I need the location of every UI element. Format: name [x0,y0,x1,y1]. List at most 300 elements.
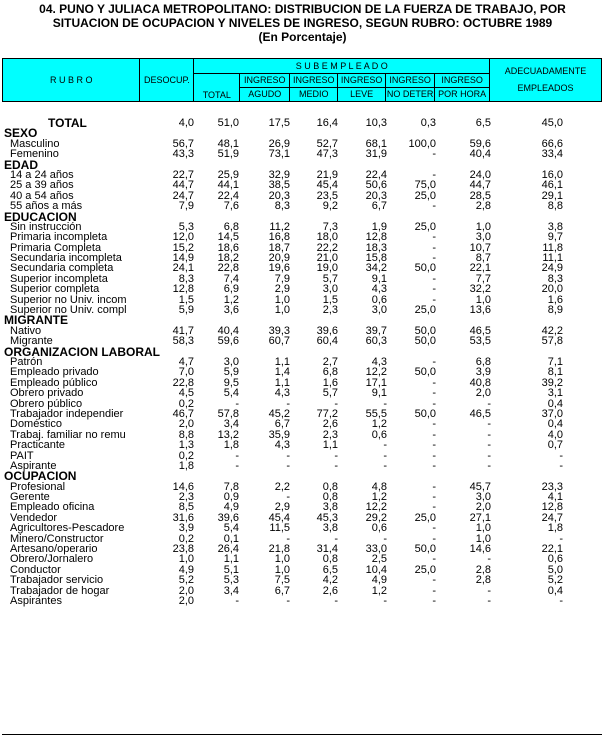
cell-value: - [487,428,491,441]
cell-value: - [235,397,239,410]
row-label: Conductor [10,563,61,576]
cell-value: 100,0 [408,137,436,150]
cell-value: 46,5 [469,407,491,420]
cell-value: 18,2 [217,252,239,265]
cell-value: 1,2 [371,491,387,504]
cell-value: 59,6 [469,137,491,150]
cell-value: - [334,594,338,607]
cell-value: 14,9 [172,252,194,265]
cell-value: 45,4 [316,179,338,192]
cell-value: 2,0 [475,501,491,514]
title-line-2: SITUACION DE OCUPACION Y NIVELES DE INGRESO, SEGUN RUBRO: OCTUBRE 1989 [52,16,553,30]
cell-value: 0,6 [371,293,387,306]
cell-value: 11,1 [542,252,563,265]
bottom-rule [2,734,602,735]
cell-value: 7,8 [223,480,239,493]
cell-value: 4,0 [178,117,194,129]
cell-value: 1,6 [547,293,563,306]
row-label: Secundaria completa [10,262,114,275]
cell-value: - [286,491,290,504]
header-adecuadamente-line2: EMPLEADOS [517,83,574,93]
cell-value: 31,9 [365,148,387,161]
cell-value: 4,3 [274,439,290,452]
cell-value: - [432,200,436,213]
cell-value: 13,2 [217,428,239,441]
cell-value: 6,9 [223,283,239,296]
cell-value: 4,0 [547,428,563,441]
cell-value: 3,0 [475,491,491,504]
table-row [2,596,602,606]
cell-value: 22,2 [316,241,338,254]
cell-value: 3,0 [475,231,491,244]
cell-value: 24,0 [469,168,491,181]
cell-value: 1,0 [274,553,290,566]
row-label: Agricultores-Pescadore [10,522,125,535]
cell-value: 5,3 [178,220,194,233]
cell-value: 0,8 [322,553,338,566]
title-line-3: (En Porcentaje) [258,30,347,44]
row-label: Superior no Univ. compl [10,304,127,317]
cell-value: 24,7 [541,511,563,524]
cell-value: 3,0 [223,355,239,368]
header-ingreso-agudo-top: INGRESO [240,74,290,88]
cell-value: 1,8 [178,459,194,472]
cell-value: - [432,376,436,389]
row-label: Nativo [10,324,42,337]
cell-value: - [432,594,436,607]
cell-value: 8,1 [547,366,563,379]
cell-value: 18,0 [316,231,338,244]
cell-value: 28,5 [469,189,491,202]
cell-value: 25,0 [414,189,436,202]
cell-value: 42,2 [541,324,563,337]
cell-value: 1,0 [274,563,290,576]
table-row [2,502,602,512]
cell-value: 2,8 [475,200,491,213]
cell-value: - [432,480,436,493]
cell-value: 46,7 [172,407,194,420]
cell-value: 1,1 [274,355,290,368]
cell-value: 32,9 [268,168,290,181]
cell-value: 6,7 [274,418,290,431]
cell-value: 2,3 [178,491,194,504]
cell-value: - [432,501,436,514]
cell-value: 8,8 [178,428,194,441]
header-ingreso-medio-top: INGRESO [290,74,338,88]
cell-value: 8,8 [547,200,563,213]
row-label: Profesional [10,480,66,493]
cell-value: 1,2 [371,418,387,431]
cell-value: 1,0 [475,522,491,535]
cell-value: 0,9 [223,491,239,504]
cell-value: 7,9 [178,200,194,213]
cell-value: 22,1 [541,543,563,556]
cell-value: 0,3 [420,117,436,129]
cell-value: 37,0 [541,407,563,420]
cell-value: 5,4 [223,387,239,400]
row-label: PAIT [10,449,34,462]
header-total: TOTAL [194,74,240,102]
cell-value: - [383,532,387,545]
cell-value: 0,2 [178,449,194,462]
cell-value: 26,4 [217,543,239,556]
table-row [2,461,602,471]
cell-value: 7,3 [322,220,338,233]
cell-value: 26,9 [268,137,290,150]
cell-value: 9,2 [322,200,338,213]
cell-value: 9,1 [371,272,387,285]
row-label: EDAD [4,157,39,172]
cell-value: 5,1 [223,563,239,576]
cell-value: 1,0 [475,532,491,545]
cell-value: - [432,293,436,306]
cell-value: - [432,522,436,535]
cell-value: 9,5 [223,376,239,389]
cell-value: - [334,397,338,410]
cell-value: 40,4 [469,148,491,161]
cell-value: 5,9 [178,304,194,317]
cell-value: 39,2 [541,376,563,389]
cell-value: 50,0 [414,335,436,348]
cell-value: 25,0 [414,511,436,524]
cell-value: 3,8 [322,522,338,535]
row-label: Doméstico [10,418,62,431]
table-row [2,170,602,180]
section-header [2,209,602,224]
cell-value: 50,0 [414,407,436,420]
cell-value: 2,2 [274,480,290,493]
header-por-hora: POR HORA [435,88,490,102]
row-label: Vendedor [10,511,58,524]
cell-value: - [432,252,436,265]
cell-value: 1,8 [223,439,239,452]
cell-value: 4,9 [178,563,194,576]
cell-value: - [286,449,290,462]
cell-value: 20,0 [541,283,563,296]
cell-value: - [334,459,338,472]
cell-value: - [559,449,563,462]
table-row [2,191,602,201]
cell-value: 22,1 [469,262,491,275]
cell-value: 39,6 [217,511,239,524]
row-label: Empleado oficina [10,501,95,514]
cell-value: - [487,459,491,472]
cell-value: 2,0 [178,594,194,607]
cell-value: 0,6 [371,522,387,535]
cell-value: 0,2 [178,532,194,545]
table-row [2,409,602,419]
cell-value: 22,7 [172,168,194,181]
cell-value: 7,4 [223,272,239,285]
cell-value: 51,0 [217,117,239,129]
row-label: Trabaj. familiar no remu [10,428,126,441]
row-label: Secundaria incompleta [10,252,122,265]
cell-value: 31,6 [172,511,194,524]
cell-value: 77,2 [316,407,338,420]
cell-value: 0,4 [547,418,563,431]
cell-value: - [432,241,436,254]
cell-value: 1,3 [178,439,194,452]
section-header [2,126,602,141]
cell-value: 12,0 [172,231,194,244]
cell-value: 10,7 [469,241,491,254]
cell-value: 29,2 [365,511,387,524]
cell-value: 16,0 [541,168,563,181]
cell-value: - [383,449,387,462]
cell-value: 2,0 [178,418,194,431]
cell-value: 1,0 [178,553,194,566]
cell-value: 6,5 [322,563,338,576]
cell-value: 8,3 [547,272,563,285]
cell-value: - [559,459,563,472]
row-label: OCUPACION [4,469,77,484]
cell-value: 44,7 [469,179,491,192]
cell-value: 0,4 [547,584,563,597]
cell-value: 45,7 [469,480,491,493]
cell-value: 45,3 [316,511,338,524]
cell-value: 3,1 [547,387,563,400]
cell-value: - [432,459,436,472]
cell-value: 2,7 [322,355,338,368]
cell-value: - [432,491,436,504]
cell-value: 45,0 [541,117,563,129]
cell-value: 8,3 [178,272,194,285]
cell-value: 4,7 [178,355,194,368]
cell-value: 1,0 [475,220,491,233]
cell-value: 17,5 [268,117,290,129]
cell-value: 56,7 [172,137,194,150]
cell-value: 12,2 [365,366,387,379]
header-adecuadamente [490,59,602,102]
cell-value: 8,7 [475,252,491,265]
cell-value: - [487,418,491,431]
row-label: Superior no Univ. incom [10,293,127,306]
cell-value: 45,4 [268,511,290,524]
cell-value: 32,2 [469,283,491,296]
row-label: Sin instrucción [10,220,82,233]
header-ingreso-nodeter-top: INGRESO [386,74,435,88]
cell-value: 8,9 [547,304,563,317]
cell-value: 38,5 [268,179,290,192]
cell-value: 44,1 [217,179,239,192]
cell-value: 21,0 [316,252,338,265]
cell-value: - [286,594,290,607]
cell-value: 0,6 [547,553,563,566]
row-label: ORGANIZACION LABORAL [4,344,160,359]
cell-value: 7,1 [547,355,563,368]
cell-value: - [383,397,387,410]
table-row [2,430,602,440]
cell-value: 4,3 [371,283,387,296]
row-label: Artesano/operario [10,543,98,556]
header-desocup: DESOCUP. [140,59,194,102]
cell-value: - [432,168,436,181]
cell-value: 3,0 [322,283,338,296]
cell-value: 11,8 [542,241,563,254]
cell-value: 24,7 [172,189,194,202]
cell-value: 22,8 [172,376,194,389]
cell-value: - [334,532,338,545]
cell-value: 45,2 [268,407,290,420]
cell-value: - [559,532,563,545]
cell-value: 4,1 [547,491,563,504]
table-row [2,554,602,564]
header-sub-empleado: S U B E M P L E A D O [194,59,490,74]
cell-value: 2,8 [475,574,491,587]
cell-value: 9,7 [547,231,563,244]
cell-value: 2,6 [322,584,338,597]
table-row [2,149,602,159]
cell-value: 57,8 [541,335,563,348]
cell-value: - [235,449,239,462]
cell-value: - [487,594,491,607]
cell-value: 31,4 [316,543,338,556]
table-row [2,482,602,492]
cell-value: 18,3 [365,241,387,254]
cell-value: - [432,231,436,244]
header-ingreso-leve-top: INGRESO [338,74,386,88]
cell-value: 33,4 [541,148,563,161]
cell-value: 33,0 [365,543,387,556]
cell-value: - [432,418,436,431]
cell-value: - [432,532,436,545]
cell-value: - [432,148,436,161]
cell-value: 14,6 [469,543,491,556]
cell-value: - [487,449,491,462]
cell-value: 19,0 [316,262,338,275]
row-label: 25 a 39 años [10,179,74,192]
cell-value: 20,3 [268,189,290,202]
cell-value: 25,0 [414,304,436,317]
cell-value: 50,0 [414,543,436,556]
cell-value: 11,2 [269,220,290,233]
row-label: Obrero/Jornalero [10,553,94,566]
cell-value: 25,9 [217,168,239,181]
cell-value: 2,9 [274,501,290,514]
cell-value: 47,3 [316,148,338,161]
cell-value: 12,8 [172,283,194,296]
cell-value: 10,4 [365,563,387,576]
cell-value: 1,2 [371,584,387,597]
cell-value: 6,7 [371,200,387,213]
cell-value: 43,3 [172,148,194,161]
cell-value: 40,8 [469,376,491,389]
cell-value: 17,1 [365,376,387,389]
cell-value: 3,9 [475,366,491,379]
cell-value: - [286,459,290,472]
cell-value: 4,3 [274,387,290,400]
cell-value: 24,1 [172,262,194,275]
cell-value: 2,8 [475,563,491,576]
cell-value: 27,1 [469,511,491,524]
table-row [2,326,602,336]
cell-value: 6,5 [475,117,491,129]
cell-value: 1,1 [223,553,239,566]
cell-value: - [487,553,491,566]
cell-value: 4,5 [178,387,194,400]
cell-value: - [286,397,290,410]
row-label: Empleado público [10,376,98,389]
row-label: EDUCACION [4,209,77,224]
cell-value: 4,8 [371,480,387,493]
row-label: Aspirantes [10,594,62,607]
cell-value: 18,7 [268,241,290,254]
cell-value: - [432,397,436,410]
cell-value: 1,2 [223,293,239,306]
cell-value: 3,4 [223,584,239,597]
cell-value: 16,4 [316,117,338,129]
cell-value: 66,6 [541,137,563,150]
row-label: Minero/Constructor [10,532,104,545]
table-row [2,586,602,596]
cell-value: 0,8 [322,491,338,504]
cell-value: 29,1 [541,189,563,202]
cell-value: 9,1 [371,387,387,400]
cell-value: 14,5 [217,231,239,244]
cell-value: - [334,449,338,462]
cell-value: 3,9 [178,522,194,535]
table-row [2,440,602,450]
cell-value: - [432,272,436,285]
row-label: MIGRANTE [4,313,68,328]
cell-value: 5,7 [322,272,338,285]
cell-value: 4,2 [322,574,338,587]
cell-value: 53,5 [469,335,491,348]
cell-value: 1,0 [274,304,290,317]
cell-value: 0,6 [371,428,387,441]
cell-value: 1,0 [475,293,491,306]
cell-value: 15,2 [172,241,194,254]
cell-value: 41,7 [172,324,194,337]
cell-value: 50,0 [414,262,436,275]
row-label: 40 a 54 años [10,189,74,202]
table-row [2,388,602,398]
cell-value: 3,0 [371,304,387,317]
section-header [2,469,602,484]
cell-value: 21,8 [268,543,290,556]
cell-value: 24,9 [541,262,563,275]
cell-value: 1,1 [322,439,338,452]
row-label: Migrante [10,335,53,348]
cell-value: 1,4 [274,366,290,379]
cell-value: 22,4 [217,189,239,202]
cell-value: 50,6 [365,179,387,192]
cell-value: 55,5 [365,407,387,420]
cell-value: 21,9 [316,168,338,181]
cell-value: 2,3 [322,304,338,317]
cell-value: 15,8 [365,252,387,265]
header-rubro: R U B R O [3,59,140,102]
cell-value: 60,7 [268,335,290,348]
row-label: Obrero público [10,397,83,410]
cell-value: 1,5 [322,293,338,306]
cell-value: 11,5 [269,522,290,535]
row-label: Femenino [10,148,59,161]
cell-value: - [432,355,436,368]
cell-value: 18,6 [217,241,239,254]
table-row [2,139,602,149]
cell-value: 0,4 [547,397,563,410]
table-row [2,201,602,211]
cell-value: 10,3 [365,117,387,129]
cell-value: 5,0 [547,563,563,576]
cell-value: 50,0 [414,324,436,337]
cell-value: 7,0 [178,366,194,379]
cell-value: 3,6 [223,304,239,317]
row-label: SEXO [4,126,38,141]
row-label: Aspirante [10,459,57,472]
cell-value: 1,1 [274,376,290,389]
